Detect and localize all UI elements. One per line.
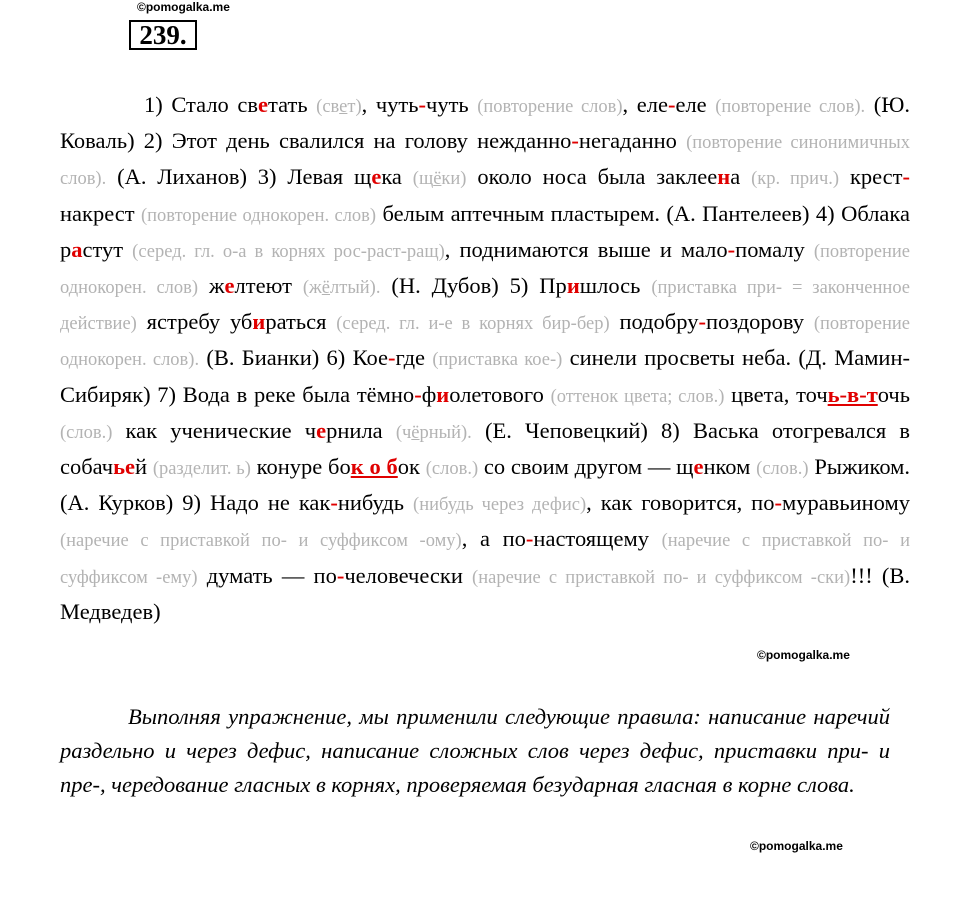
- note: (оттенок цвета; слов.): [550, 386, 725, 407]
- note: (слов.): [425, 459, 479, 480]
- rules-paragraph: Выполняя упражнение, мы применили следующие правила: написание наречий раздельно и через дефис, написание сложных слов через дефис, приставки при- и пре-, чередование гласных в корнях, проверяемая безударная гласная в корне слова.: [60, 704, 890, 797]
- note: (приставка при- = законченное действие): [60, 278, 911, 335]
- note: (серед. гл. о-а в корнях рос-раст-ращ): [132, 241, 445, 262]
- note: (повторение однокорен. слов).: [60, 314, 910, 371]
- note: (наречие с приставкой по- и суффиксом -ски): [472, 567, 851, 588]
- watermark-middle: ©pomogalka.me: [757, 648, 850, 662]
- note: (повторение однокорен. слов): [60, 241, 910, 299]
- note: (нибудь через дефис): [413, 495, 587, 516]
- note: (чёрный).: [395, 422, 472, 443]
- note: (приставка кое-): [432, 350, 563, 371]
- note: (кр. прич.): [751, 169, 840, 190]
- note: (свет): [316, 97, 362, 117]
- note: (жёлтый).: [302, 278, 381, 299]
- exercise-text: 1) Стало светать (свет), чуть-чуть (повторение слов), еле-еле (повторение слов). (Ю. Коваль) 2) Этот день свалился на голову нежданно-негаданно (повторение синонимичных слов). (А. Лиханов) 3) Левая щека (щёки) около носа была заклеена (кр. прич.) крест-накрест (повторение однокорен. слов) белым аптечным пластырем. (А. Пантелеев) 4) Облака растут (серед. гл. о-а в корнях рос-раст-ращ), поднимаются выше и мало-помалу (повторение однокорен. слов) желтеют (жёлтый). (Н. Дубов) 5) Пришлось (приставка при- = законченное действие) ястребу убираться (серед. гл. и-е в корнях бир-бер) подобру-поздорову (повторение однокорен. слов). (В. Бианки) 6) Кое-где (приставка кое-) синели просветы неба. (Д. Мамин-Сибиряк) 7) Вода в реке была тёмно-фиолетового (оттенок цвета; слов.) цвета, точь-в-точь (слов.) как ученические чернила (чёрный). (Е. Чеповецкий) 8) Васька отогревался в собачьей (разделит. ь) конуре бок о бок (слов.) со своим другом — щенком (слов.) Рыжиком. (А. Курков) 9) Надо не как-нибудь (нибудь через дефис), как говорится, по-муравьиному (наречие с приставкой по- и суффиксом -ому), а по-настоящему (наречие с приставкой по- и суффиксом -ему) думать — по-человечески (наречие с приставкой по- и суффиксом -ски)!!! (В. Медведев): [60, 92, 911, 624]
- note: (разделит. ь): [152, 459, 251, 480]
- note: (слов.): [60, 422, 113, 443]
- note: (наречие с приставкой по- и суффиксом -ому): [60, 531, 462, 552]
- note: (повторение слов).: [715, 97, 866, 117]
- note: (щёки): [412, 169, 467, 190]
- exercise-number: 239.: [129, 20, 197, 50]
- watermark-top: ©pomogalka.me: [137, 0, 230, 14]
- note: (серед. гл. и-е в корнях бир-бер): [336, 314, 610, 335]
- watermark-bottom: ©pomogalka.me: [750, 839, 843, 853]
- note: (повторение слов): [477, 97, 623, 117]
- note: (наречие с приставкой по- и суффиксом -ему): [60, 531, 910, 588]
- note: (повторение однокорен. слов): [140, 205, 377, 226]
- note: (слов.): [756, 459, 809, 480]
- note: (повторение синонимичных слов).: [60, 133, 910, 190]
